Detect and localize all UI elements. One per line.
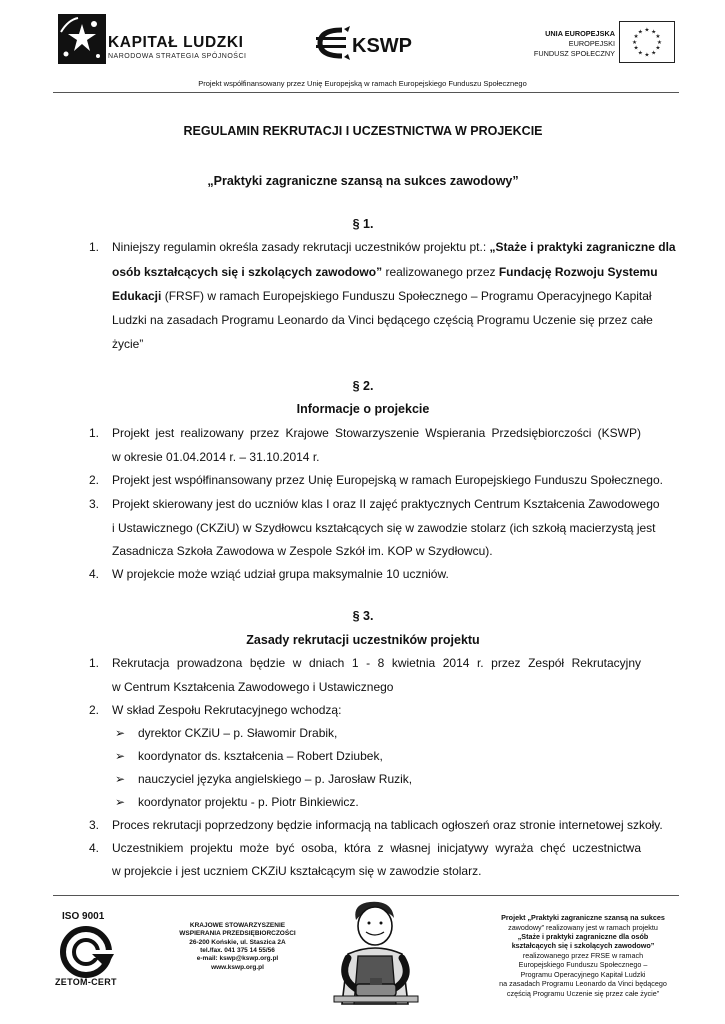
svg-text:★: ★ [637,29,643,36]
section1-item-number: 1. [89,240,100,254]
footer-project-line: „Staże i praktyki zagraniczne dla osób [517,932,649,941]
cofinancing-note: Projekt współfinansowany przez Unię Europejską w ramach Europejskiego Funduszu Społecznego [198,79,527,88]
address-line: WSPIERANIA PRZEDSIĘBIORCZOŚCI [179,930,296,937]
project-name: „Praktyki zagraniczne szansą na sukces zawodowy” [207,174,519,188]
team-member: koordynator ds. kształcenia – Robert Dziubek, [138,749,383,763]
list-item-number: 2. [89,703,100,717]
address-line: www.kswp.org.pl [211,964,264,971]
efs-label-2: FUNDUSZ SPOŁECZNY [533,49,615,58]
zetom-cert-logo-icon [56,924,118,980]
bullet-arrow-icon: ➢ [115,749,126,763]
kswp-logo-text: KSWP [352,35,412,57]
section1-item-line: życie” [112,337,144,351]
list-item-line: Uczestnikiem projektu może być osoba, która z własnej inicjatywy wyraża chęć uczestnictwa [112,841,641,855]
zetom-cert-label: ZETOM-CERT [55,977,117,987]
section1-item-line [112,240,676,254]
section3-subheading: Zasady rekrutacji uczestników projektu [246,633,480,647]
svg-text:★: ★ [655,45,661,52]
svg-text:★: ★ [633,45,639,52]
address-line: 26-200 Końskie, ul. Staszica 2A [189,939,286,946]
list-item-number: 4. [89,841,100,855]
section1-item-line [112,265,658,279]
section2-subheading: Informacje o projekcie [296,402,430,416]
list-item-line: Zasadnicza Szkoła Zawodowa w Zespole Szkół im. KOP w Szydłowcu). [112,544,493,558]
footer-project-line: Europejskiego Funduszu Społecznego – [518,960,648,969]
kapital-ludzki-title: KAPITAŁ LUDZKI [108,34,244,51]
footer-project-line: Programu Operacyjnego Kapitał Ludzki [520,970,646,979]
team-member: koordynator projektu - p. Piotr Binkiewicz. [138,795,359,809]
address-line: tel./fax. 041 375 14 55/56 [200,947,275,954]
list-item-line: w okresie 01.04.2014 r. – 31.10.2014 r. [112,450,320,464]
address-line: KRAJOWE STOWARZYSZENIE [189,922,286,929]
list-item-line: Rekrutacja prowadzona będzie w dniach 1 - 8 kwietnia 2014 r. przez Zespół Rekrutacyjny [112,656,641,670]
list-item-line: i Ustawicznego (CKZiU) w Szydłowcu kształcących się w zawodzie stolarz (ich szkołą macierzystą jest [112,521,656,535]
section1-heading: § 1. [352,217,374,231]
eu-flag-icon [619,21,675,63]
bullet-arrow-icon: ➢ [115,726,126,740]
list-item-line: Projekt skierowany jest do uczniów klas I oraz II zajęć praktycznych Centrum Kształcenia Zawodowego [112,497,660,511]
frse-foundation-name: Edukacji [112,289,162,303]
svg-text:★: ★ [637,50,643,57]
document-title: REGULAMIN REKRUTACJI I UCZESTNICTWA W PROJEKCIE [183,124,543,138]
svg-text:★: ★ [632,39,638,46]
address-line: e-mail: kswp@kswp.org.pl [196,955,279,962]
footer-divider [53,895,679,896]
team-member: dyrektor CKZiU – p. Sławomir Drabik, [138,726,338,740]
frse-project-name: „Staże i praktyki zagraniczne dla [489,240,676,254]
list-item-line: Projekt jest realizowany przez Krajowe Stowarzyszenie Wspierania Przedsiębiorczości (KSWP) [112,426,641,440]
section2-heading: § 2. [352,379,374,393]
svg-text:★: ★ [633,34,639,41]
list-item-number: 3. [89,497,100,511]
section1-item-line: Ludzki na zasadach Programu Leonardo da Vinci będącego częścią Programu Uczenie się przez całe [112,313,653,327]
list-item-line: W projekcie może wziąć udział grupa maksymalnie 10 uczniów. [112,567,449,581]
svg-text:★: ★ [651,50,657,57]
svg-text:★: ★ [656,39,662,46]
svg-text:★: ★ [655,34,661,41]
section1-text: (FRSF) w ramach Europejskiego Funduszu Społecznego – Programu Operacyjnego Kapitał [161,289,652,303]
kswp-logo-icon [314,22,416,64]
list-item-line: Proces rekrutacji poprzedzony będzie informacją na tablicach ogłoszeń oraz stronie internetowej szkoły. [112,818,663,832]
footer-project-line: zawodowy” realizowany jest w ramach projektu [508,923,658,932]
footer-project-line: Projekt „Praktyki zagraniczne szansą na sukces [501,913,665,922]
kapital-ludzki-subtitle: NARODOWA STRATEGIA SPÓJNOŚCI [108,53,247,60]
svg-text:★: ★ [644,52,650,59]
section3-heading: § 3. [352,609,374,623]
list-item-number: 4. [89,567,100,581]
list-item-number: 1. [89,656,100,670]
frse-project-name: osób kształcących się i szkolących zawodowo” [112,265,383,279]
svg-text:★: ★ [644,27,650,34]
bullet-arrow-icon: ➢ [115,772,126,786]
list-item-number: 3. [89,818,100,832]
section1-text: Niniejszy regulamin określa zasady rekrutacji uczestników projektu pt.: [112,240,490,254]
list-item-line: w Centrum Kształcenia Zawodowego i Ustawicznego [112,680,394,694]
list-item-number: 2. [89,473,100,487]
footer-project-line: realizowanego przez FRSE w ramach [522,951,644,960]
list-item-line: W skład Zespołu Rekrutacyjnego wchodzą: [112,703,342,717]
list-item-number: 1. [89,426,100,440]
bullet-arrow-icon: ➢ [115,795,126,809]
section1-text: realizowanego przez [382,265,499,279]
ue-label: UNIA EUROPEJSKA [545,29,615,38]
footer-project-line: na zasadach Programu Leonardo da Vinci będącego [499,979,667,988]
carpenter-illustration-icon [330,898,422,1008]
svg-text:★: ★ [651,29,657,36]
footer-project-line: częścią Programu Uczenie się przez całe życie” [506,989,660,998]
frse-foundation-name: Fundację Rozwoju Systemu [498,265,658,279]
list-item-line: w projekcie i jest uczniem CKZiU kształcącym się w zawodzie stolarz. [112,864,482,878]
iso-label: ISO 9001 [62,911,105,922]
section1-item-line [112,289,652,303]
efs-label-1: EUROPEJSKI [568,39,615,48]
header-divider [53,92,679,93]
kapital-ludzki-logo-icon [58,14,106,64]
footer-project-line: kształcących się i szkolących zawodowo” [511,941,655,950]
team-member: nauczyciel języka angielskiego – p. Jarosław Ruzik, [138,772,413,786]
list-item-line: Projekt jest współfinansowany przez Unię Europejską w ramach Europejskiego Funduszu Społecznego. [112,473,663,487]
